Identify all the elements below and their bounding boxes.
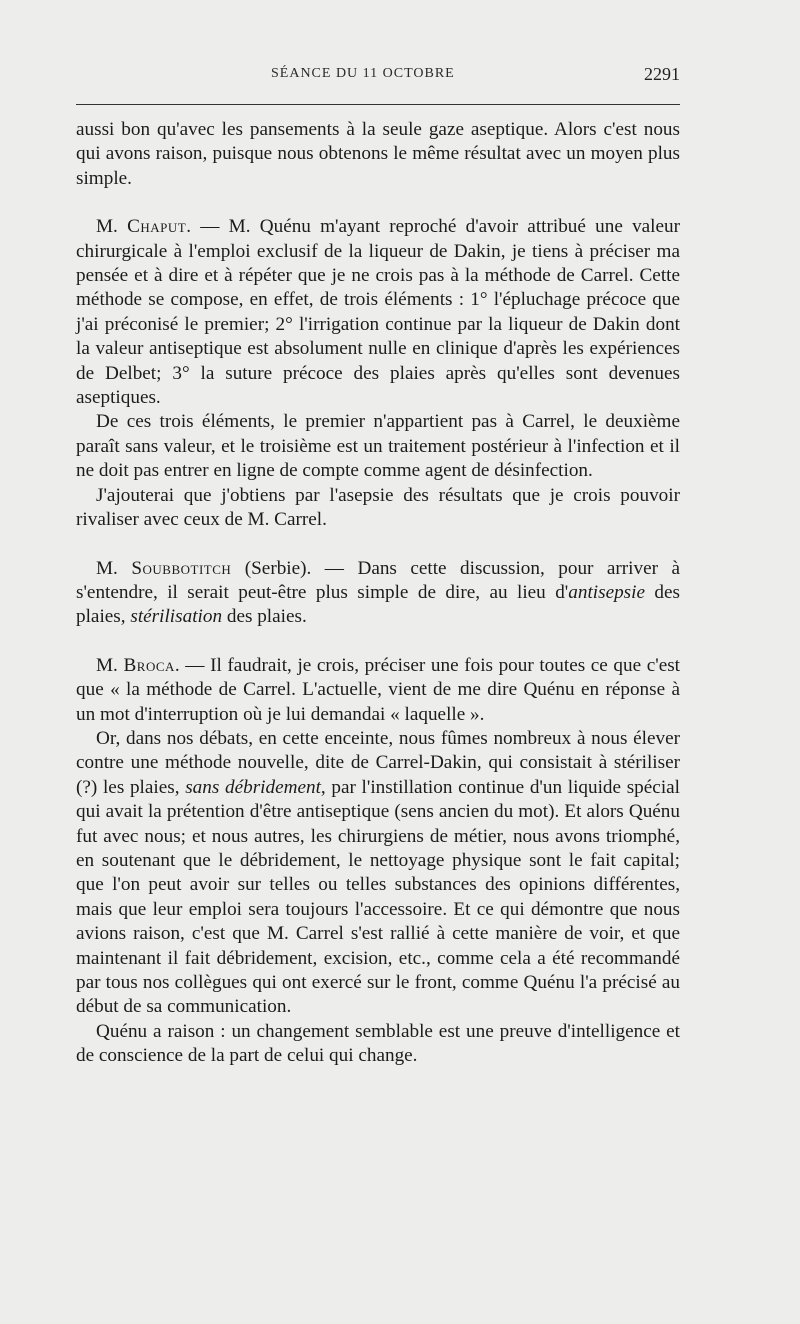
italic-term: stérilisation xyxy=(130,606,223,628)
paragraph-text: J'ajouterai que j'obtiens par l'asepsie des résultats que je crois pouvoir rivaliser avec ceux de M. Carrel. xyxy=(76,484,680,531)
paragraph-soubbotitch xyxy=(76,557,680,630)
paragraph-elements xyxy=(76,410,680,483)
italic-term: antisepsie xyxy=(568,581,645,603)
speaker-prefix: M. xyxy=(96,557,132,579)
paragraph-broca xyxy=(76,654,680,727)
paragraph-text: . — M. Quénu m'ayant reproché d'avoir attribué une valeur chirurgicale à l'emploi exclusif de la liqueur de Dakin, je tiens à préciser ma pensée et à dire et à répéter que je ne crois pas à la méthode de Carrel. Cette méthode se compose, en effet, de trois éléments : 1° l'épluchage précoce que j'ai préconisé le premier; 2° l'irrigation continue par la liqueur de Dakin dont la valeur antiseptique est absolument nulle en clinique d'après les expériences de Delbet; 3° la suture précoce des plaies après qu'elles sont devenues aseptiques. xyxy=(76,216,681,409)
paragraph-text: . — Il faudrait, je crois, préciser une fois pour toutes ce que c'est que « la méthode de Carrel. L'actuelle, vient de me dire Quénu en réponse à un mot d'interruption où je lui demandai « laquelle ». xyxy=(76,654,681,725)
speaker-prefix: M. xyxy=(96,654,124,676)
speaker-prefix: M. xyxy=(96,216,128,238)
page-number: 2291 xyxy=(644,64,680,84)
paragraph-conclusion xyxy=(76,1020,680,1069)
body-text xyxy=(76,118,680,1069)
page-header xyxy=(76,64,680,88)
speaker-name: Chaput xyxy=(127,216,187,238)
paragraph-text: (Serbie). — Dans cette discussion, pour arriver à s'entendre, il serait peut-être plus simple de dire, au lieu d' xyxy=(76,557,680,603)
speaker-name: Broca xyxy=(123,654,175,676)
italic-term: sans débridement xyxy=(185,776,321,798)
paragraph-asepsie xyxy=(76,484,680,533)
paragraph-debats xyxy=(76,727,680,1020)
paragraph-text: des plaies, xyxy=(76,581,681,628)
paragraph-text: De ces trois éléments, le premier n'appartient pas à Carrel, le deuxième paraît sans valeur, et le troisième est un traitement postérieur à l'infection et il ne doit pas entrer en ligne de compte comme agent de désinfection. xyxy=(76,411,680,482)
paragraph-text: aussi bon qu'avec les pansements à la seule gaze aseptique. Alors c'est nous qui avons raison, puisque nous obtenons le même résultat avec un moyen plus simple. xyxy=(76,119,680,189)
header-rule xyxy=(76,104,680,105)
paragraph-text: , par l'instillation continue d'un liquide spécial qui avait la prétention d'être antiseptique (sens ancien du mot). Et alors Quénu fut avec nous; et nous autres, les chirurgiens de métier, nous avons triomphé, en soutenant que le débridement, le nettoyage physique sont le fait capital; que l'on peut avoir sur telles ou telles substances des opinions différentes, mais que leur emploi sera toujours l'accessoire. Et ce qui démontre que nous avions raison, c'est que M. Carrel s'est rallié à cette manière de voir, et que maintenant il fait débridement, excision, etc., comme cela a été recommandé par tous nos collègues qui ont exercé sur le front, comme Quénu l'a précisé au début de sa communication. xyxy=(76,776,680,1018)
paragraph-text: Quénu a raison : un changement semblable est une preuve d'intelligence et de conscience de la part de celui qui change. xyxy=(76,1020,680,1067)
paragraph-text: Or, dans nos débats, en cette enceinte, nous fûmes nombreux à nous élever contre une méthode nouvelle, dite de Carrel-Dakin, qui consistait à stériliser (?) les plaies, xyxy=(76,727,680,798)
paragraph-chaput xyxy=(76,215,680,410)
running-head: SÉANCE DU 11 OCTOBRE xyxy=(271,66,455,81)
speaker-name: Soubbotitch xyxy=(131,557,232,579)
paragraph-text: des plaies. xyxy=(222,606,307,628)
paragraph-continuation xyxy=(76,118,680,191)
